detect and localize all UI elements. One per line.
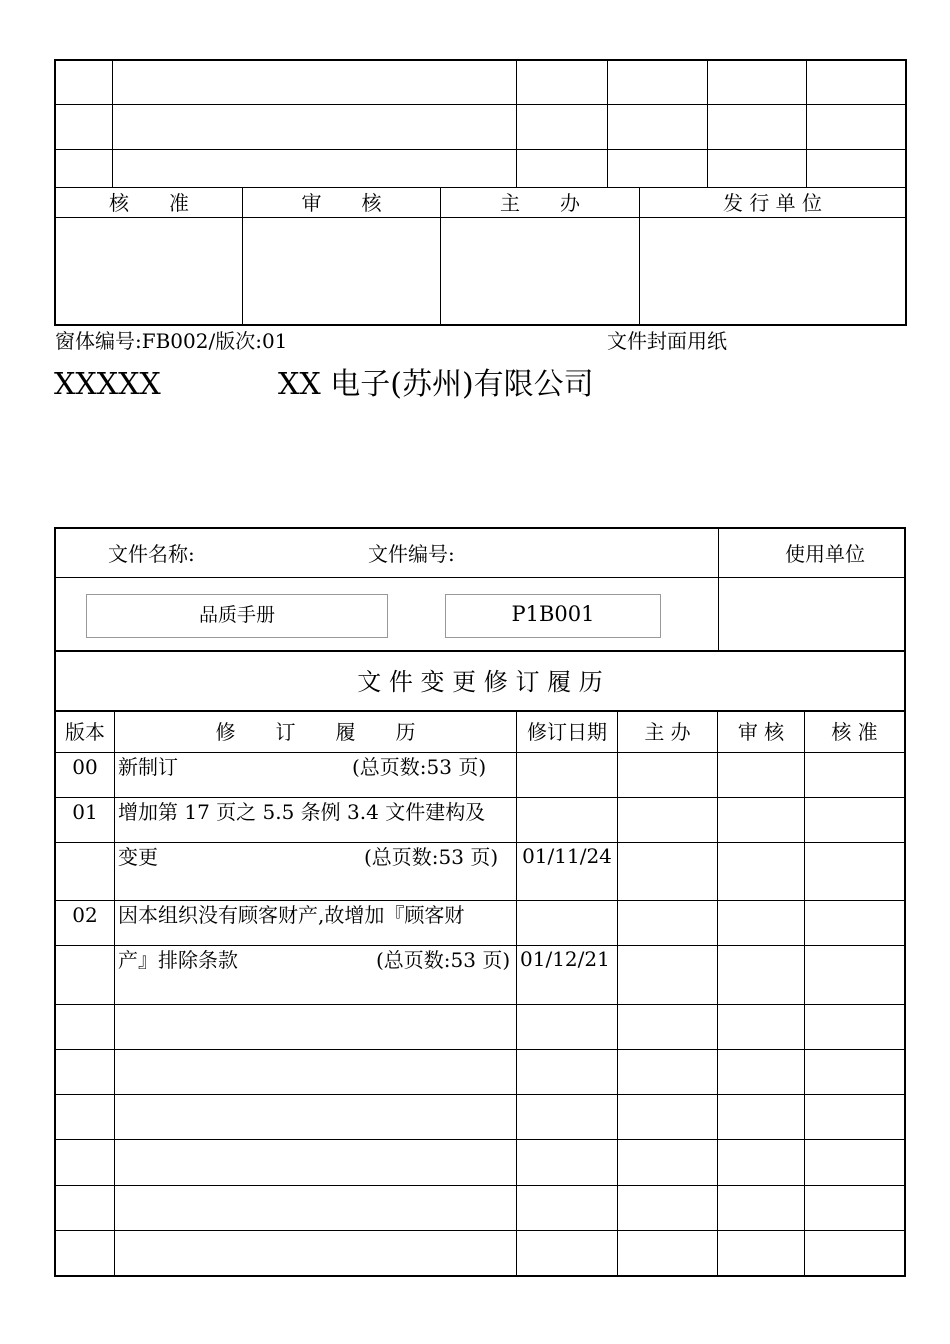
rule	[56, 710, 904, 712]
rule	[905, 59, 907, 326]
history-title: 文 件 变 更 修 订 履 历	[357, 668, 603, 696]
rule	[56, 1139, 904, 1140]
cover-label: 文件封面用纸	[607, 329, 727, 353]
rule	[56, 1185, 904, 1186]
rule	[607, 59, 608, 188]
rule	[806, 59, 807, 188]
rule	[804, 711, 805, 1276]
col-date: 修订日期	[527, 720, 607, 744]
row-text: 产』排除条款	[118, 948, 238, 972]
row-page-count: (总页数:53 页)	[352, 755, 487, 779]
rule	[114, 711, 115, 1276]
rule	[54, 104, 906, 105]
rule	[54, 59, 906, 61]
row-version: 00	[72, 755, 98, 779]
rule	[54, 527, 906, 529]
doc-number-value: P1B001	[511, 602, 595, 626]
row-text: 因本组织没有顾客财产,故增加『顾客财	[118, 903, 465, 927]
row-text: 增加第 17 页之 5.5 条例 3.4 文件建构及	[118, 800, 486, 824]
rule	[112, 59, 113, 188]
rule	[617, 711, 618, 1276]
doc-name-value: 品质手册	[198, 604, 275, 626]
doc-number-field	[445, 594, 661, 638]
doc-number-label: 文件编号:	[368, 542, 455, 566]
rule	[904, 527, 906, 1277]
col-review: 审 核	[737, 720, 785, 744]
owner-header: 主 办	[500, 191, 580, 215]
review-header: 审 核	[301, 191, 382, 215]
rule	[707, 59, 708, 188]
rule	[54, 187, 906, 188]
rule	[54, 1275, 906, 1277]
rule	[56, 1094, 904, 1095]
form-number: 窗体编号:FB002/版次:01	[55, 329, 288, 353]
row-date: 01/11/24	[522, 844, 612, 868]
rule	[54, 149, 906, 150]
company-prefix: XXXXX	[54, 367, 161, 402]
rule	[56, 1230, 904, 1231]
approve-header: 核 准	[109, 191, 189, 215]
rule	[56, 1049, 904, 1050]
row-version: 01	[72, 800, 98, 824]
unit-label: 使用单位	[785, 542, 865, 566]
row-text: 变更	[118, 845, 158, 869]
col-owner: 主 办	[644, 720, 691, 744]
col-version: 版本	[65, 720, 105, 744]
doc-name-field	[86, 594, 388, 638]
row-page-count: (总页数:53 页)	[376, 948, 511, 972]
row-text: 新制订	[118, 755, 178, 779]
row-page-count: (总页数:53 页)	[364, 845, 499, 869]
rule	[56, 650, 904, 652]
rule	[516, 59, 517, 188]
doc-name-label: 文件名称:	[108, 542, 195, 566]
col-history: 修 订 履 历	[215, 720, 416, 744]
col-approve: 核 准	[831, 720, 878, 744]
row-version: 02	[72, 903, 98, 927]
rule	[54, 217, 906, 218]
issuer-header: 发 行 单 位	[722, 191, 823, 215]
rule	[516, 711, 517, 1276]
rule	[718, 527, 719, 651]
rule	[56, 577, 904, 578]
row-date: 01/12/21	[520, 947, 610, 971]
company-name: XX 电子(苏州)有限公司	[278, 367, 594, 402]
rule	[54, 324, 906, 326]
rule	[717, 711, 718, 1276]
rule	[56, 1004, 904, 1005]
